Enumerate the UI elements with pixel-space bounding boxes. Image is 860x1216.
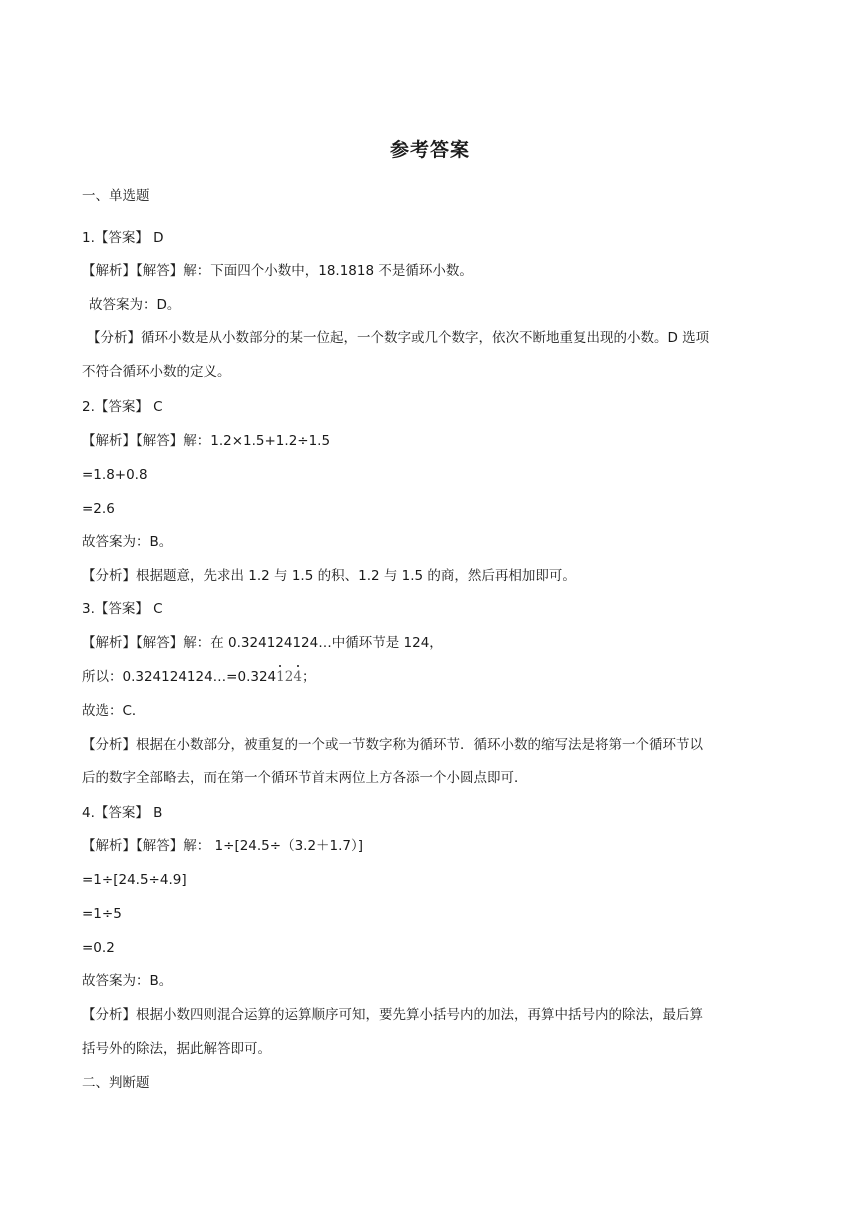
q1-answer: 1.【答案】 D [82,230,164,246]
q4-explanation: 【解析】【解答】解： 1÷[24.5÷（3.2＋1.7）] [82,838,364,854]
q3-explanation: 【解析】【解答】解：在 0.324124124…中循环节是 124， [82,635,443,651]
q3-answer: 3.【答案】 C [82,601,163,617]
repeating-decimal-marker [276,668,302,686]
section-heading-judgment: 二、判断题 [82,1075,150,1091]
q1-explanation: 【解析】【解答】解：下面四个小数中，18.1818 不是循环小数。 [82,263,473,279]
q2-step2: =2.6 [82,501,115,517]
q1-conclusion: 故答案为：D。 [89,297,181,313]
q4-step2: =1÷5 [82,906,122,922]
q3-analysis-line2: 后的数字全部略去，而在第一个循环节首末两位上方各添一个小圆点即可． [82,770,528,786]
q3-analysis-line1: 【分析】根据在小数部分，被重复的一个或一节数字称为循环节．循环小数的缩写法是将第一个循环节以 [82,737,703,753]
q3-conclusion: 故选：C． [82,703,146,719]
q2-explanation: 【解析】【解答】解：1.2×1.5+1.2÷1.5 [82,433,331,449]
q4-analysis-line1: 【分析】根据小数四则混合运算的运算顺序可知，要先算小括号内的加法，再算中括号内的除法，最后算 [82,1007,703,1023]
repeat-dot-start [279,665,281,667]
q2-conclusion: 故答案为：B。 [82,534,173,550]
q4-analysis-line2: 括号外的除法，据此解答即可。 [82,1041,271,1057]
section-heading-single-choice: 一、单选题 [82,188,150,204]
q4-step1: =1÷[24.5÷4.9] [82,872,187,888]
q4-step3: =0.2 [82,940,115,956]
page-title: 参考答案 [389,139,470,161]
q4-answer: 4.【答案】 B [82,805,163,821]
q1-analysis-line2: 不符合循环小数的定义。 [82,364,231,380]
q1-analysis-line1: 【分析】循环小数是从小数部分的某一位起，一个数字或几个数字，依次不断地重复出现的小数。D 选项 [87,330,710,346]
q3-result-suffix: ； [301,669,316,685]
q2-answer: 2.【答案】 C [82,399,163,415]
q2-analysis: 【分析】根据题意，先求出 1.2 与 1.5 的积、1.2 与 1.5 的商，然后再相加即可。 [82,568,576,584]
q3-result-prefix: 所以：0.324124124…=0.324 [82,669,277,685]
repeat-dot-end [297,665,299,667]
q4-conclusion: 故答案为：B。 [82,973,173,989]
q3-result [82,668,782,686]
q3-repeating-digits: 124 [276,669,302,685]
q2-step1: =1.8+0.8 [82,467,148,483]
